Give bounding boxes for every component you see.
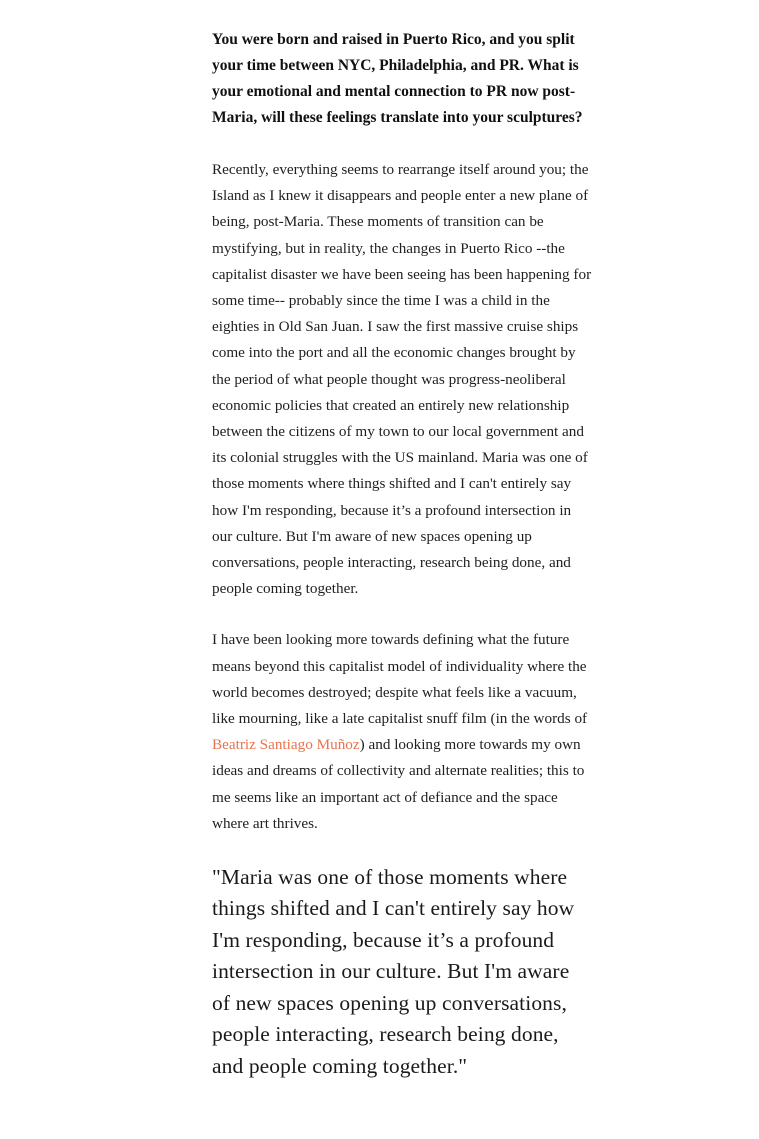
article-body	[212, 27, 592, 1082]
answer-paragraph-2	[212, 627, 592, 837]
answer-paragraph-2-text-end: ) and looking more towards my own ideas and dreams of collectivity and alternate realities; this to me seems like an important act of defiance and the space where art thrives.	[212, 736, 585, 832]
artist-link[interactable]: Beatriz Santiago Muñoz	[212, 736, 360, 754]
interview-question: You were born and raised in Puerto Rico, and you split your time between NYC, Philadelphia, and PR. What is your emotional and mental connection to PR now post-Maria, will these feelings translate into your sculptures?	[212, 31, 583, 126]
pull-quote: "Maria was one of those moments where things shifted and I can't entirely say how I'm responding, because it’s a profound intersection in our culture. But I'm aware of new spaces opening up conversations, people interacting, research being done, and people coming together."	[212, 865, 575, 1078]
answer-paragraph-1: Recently, everything seems to rearrange itself around you; the Island as I knew it disappears and people enter a new plane of being, post-Maria. These moments of transition can be mystifying, but in reality, the changes in Puerto Rico --the capitalist disaster we have been seeing has been happening for some time-- probably since the time I was a child in the eighties in Old San Juan. I saw the first massive cruise ships come into the port and all the economic changes brought by the period of what people thought was progress-neoliberal economic policies that created an entirely new relationship between the citizens of my town to our local government and its colonial struggles with the US mainland. Maria was one of those moments where things shifted and I can't entirely say how I'm responding, because it’s a profound intersection in our culture. But I'm aware of new spaces opening up conversations, people interacting, research being done, and people coming together.	[212, 161, 592, 598]
answer-paragraph-2-text-start: I have been looking more towards defining what the future means beyond this capitalist model of individuality where the world becomes destroyed; despite what feels like a vacuum, like mourning, like a late capitalist snuff film (in the words of	[212, 631, 588, 728]
